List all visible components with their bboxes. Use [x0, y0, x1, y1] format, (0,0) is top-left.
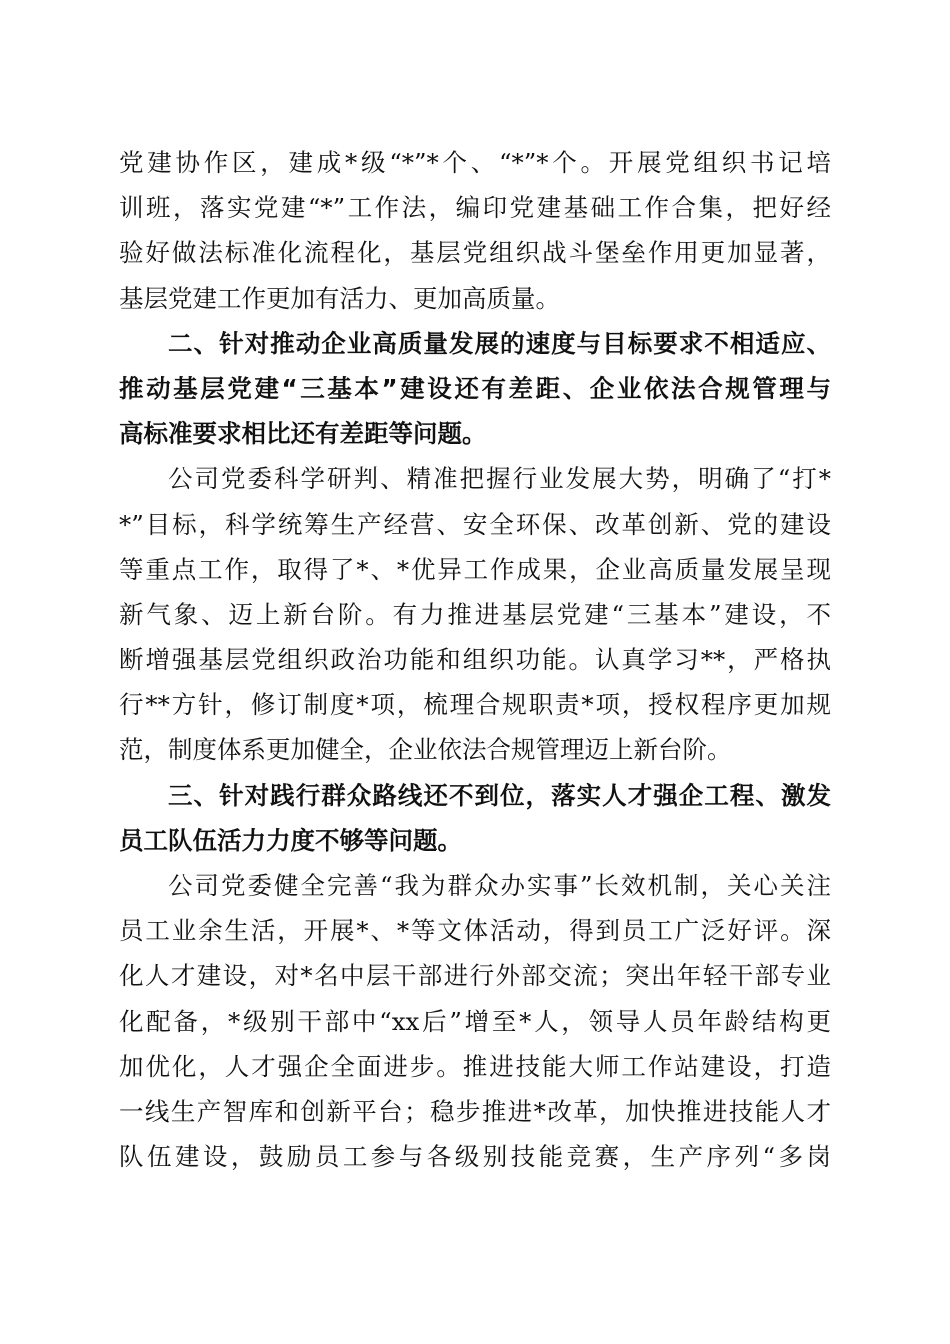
text-line: 公司党委科学研判、精准把握行业发展大势，明确了“打*: [168, 464, 831, 494]
text-line: 基层党建工作更加有活力、更加高质量。: [119, 283, 560, 313]
heading-line: 高标准要求相比还有差距等问题。: [119, 419, 487, 449]
text-line: 化配备，*级别干部中“xx后”增至*人，领导人员年龄结构更: [119, 1006, 831, 1036]
text-line: 断增强基层党组织政治功能和组织功能。认真学习**，严格执: [119, 645, 831, 675]
text-line: 等重点工作，取得了*、*优异工作成果，企业高质量发展呈现: [119, 554, 831, 584]
text-line: 一线生产智库和创新平台；稳步推进*改革，加快推进技能人才: [119, 1096, 831, 1126]
text-line: 范，制度体系更加健全，企业依法合规管理迈上新台阶。: [119, 735, 732, 765]
document-body: [119, 140, 831, 1179]
text-line: 验好做法标准化流程化，基层党组织战斗堡垒作用更加显著，: [119, 238, 831, 268]
section-heading-3: [119, 773, 831, 863]
heading-line: 员工队伍活力力度不够等问题。: [119, 825, 462, 855]
paragraph: [119, 863, 831, 1179]
heading-line: 推动基层党建“三基本”建设还有差距、企业依法合规管理与: [119, 373, 831, 403]
text-line: 员工业余生活，开展*、*等文体活动，得到员工广泛好评。深: [119, 916, 831, 946]
text-line: 队伍建设，鼓励员工参与各级别技能竞赛，生产序列“多岗: [119, 1142, 831, 1172]
text-line: 行**方针，修订制度*项，梳理合规职责*项，授权程序更加规: [119, 690, 831, 720]
section-heading-2: [119, 321, 831, 457]
paragraph-continued: [119, 140, 831, 321]
heading-line: 二、针对推动企业高质量发展的速度与目标要求不相适应、: [168, 328, 831, 358]
text-line: 新气象、迈上新台阶。有力推进基层党建“三基本”建设，不: [119, 599, 831, 629]
heading-line: 三、针对践行群众路线还不到位，落实人才强企工程、激发: [168, 780, 831, 810]
paragraph: [119, 456, 831, 772]
text-line: 加优化，人才强企全面进步。推进技能大师工作站建设，打造: [119, 1051, 831, 1081]
text-line: 公司党委健全完善“我为群众办实事”长效机制，关心关注: [168, 871, 831, 900]
text-line: 训班，落实党建“*”工作法，编印党建基础工作合集，把好经: [119, 193, 831, 223]
text-line: 化人才建设，对*名中层干部进行外部交流；突出年轻干部专业: [119, 961, 831, 991]
text-line: *”目标，科学统筹生产经营、安全环保、改革创新、党的建设: [119, 509, 831, 539]
text-line: 党建协作区，建成*级“*”*个、“*”*个。开展党组织书记培: [119, 148, 831, 177]
